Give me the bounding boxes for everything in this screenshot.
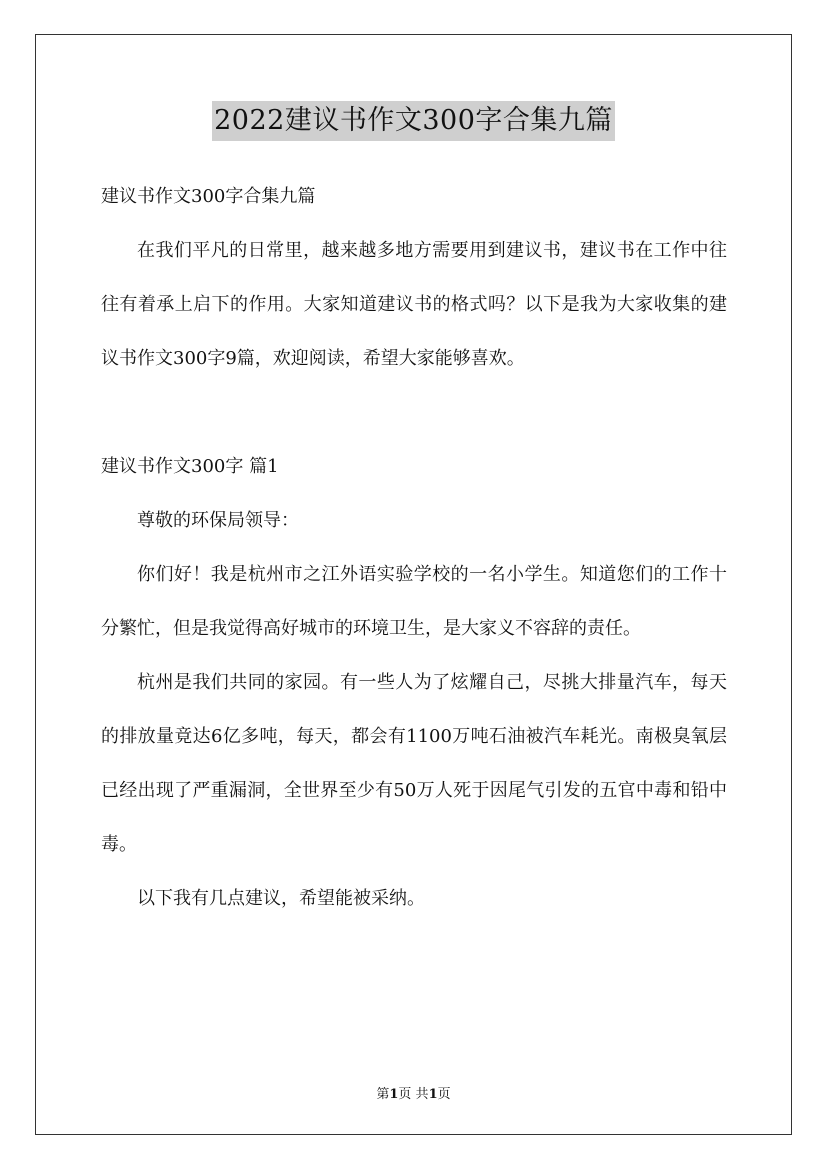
body-paragraph: 以下我有几点建议，希望能被采纳。 <box>137 888 425 909</box>
footer-prefix: 第 <box>376 1087 390 1102</box>
document-subtitle: 建议书作文300字合集九篇 <box>101 186 316 207</box>
document-title: 2022建议书作文300字合集九篇 <box>212 101 615 141</box>
body-paragraph: 你们好！我是杭州市之江外语实验学校的一名小学生。知道您们的工作十分繁忙，但是我觉得高好城市的环境卫生，是大家义不容辞的责任。 <box>101 564 727 639</box>
title-container <box>0 101 827 141</box>
footer-mid: 页 共 <box>398 1087 429 1102</box>
document-body <box>101 170 727 926</box>
page-footer <box>0 1083 827 1102</box>
section-spacer <box>101 386 727 440</box>
footer-suffix: 页 <box>437 1087 451 1102</box>
footer-page-number: 1 <box>389 1087 399 1102</box>
intro-paragraph: 在我们平凡的日常里，越来越多地方需要用到建议书，建议书在工作中往往有着承上启下的作用。大家知道建议书的格式吗？以下是我为大家收集的建议书作文300字9篇，欢迎阅读，希望大家能够喜欢。 <box>101 240 727 369</box>
salutation: 尊敬的环保局领导： <box>137 510 299 531</box>
footer-total-pages: 1 <box>428 1087 438 1102</box>
section-heading: 建议书作文300字 篇1 <box>101 456 279 477</box>
body-paragraph: 杭州是我们共同的家园。有一些人为了炫耀自己，尽挑大排量汽车，每天的排放量竟达6亿多吨，每天，都会有1100万吨石油被汽车耗光。南极臭氧层已经出现了严重漏洞，全世界至少有50万人死于因尾气引发的五官中毒和铅中毒。 <box>101 672 727 855</box>
